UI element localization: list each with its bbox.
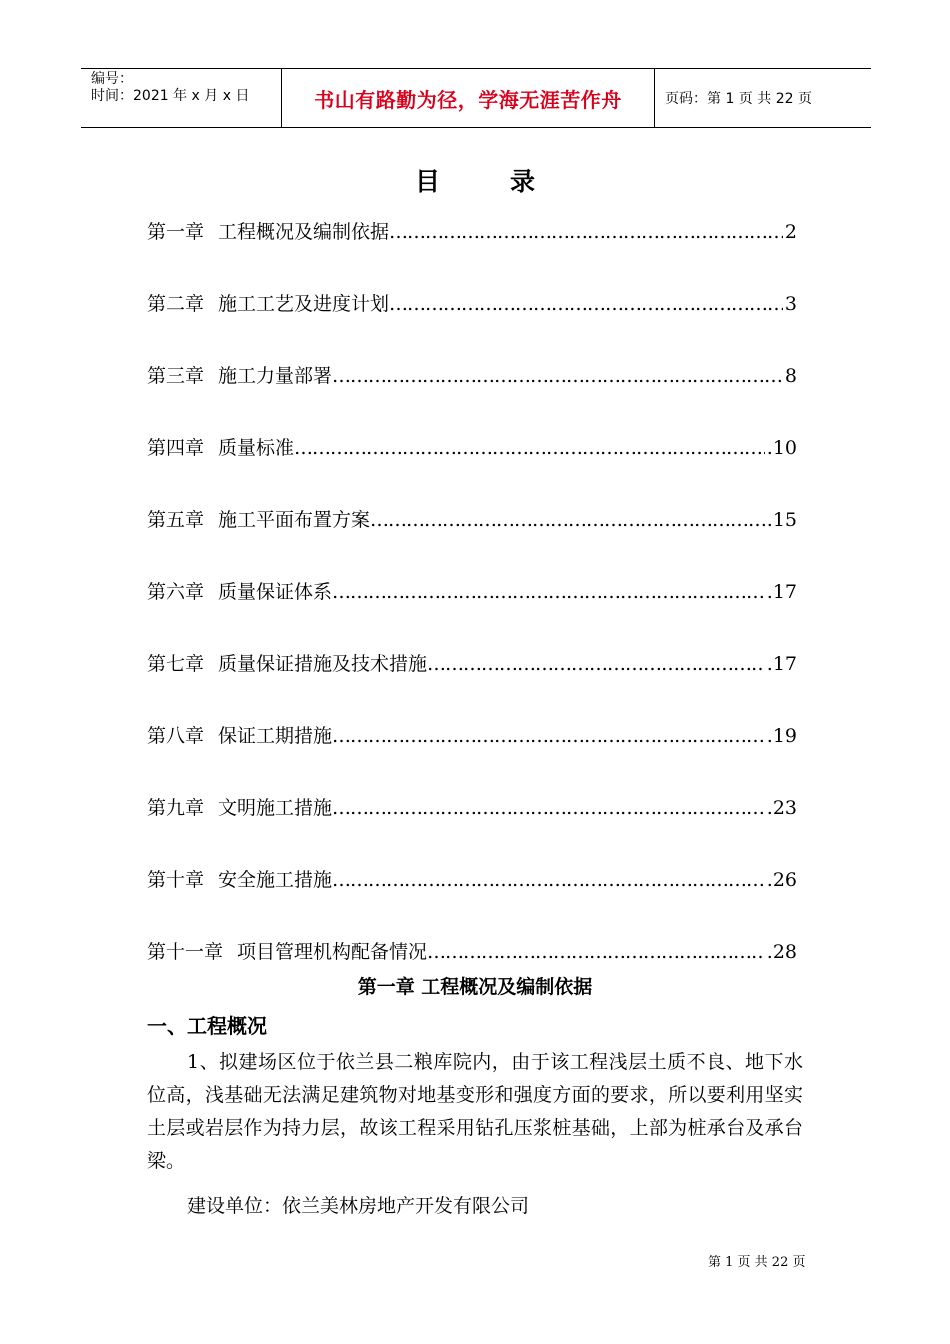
toc-leader-dots [389, 220, 783, 244]
toc-page-number: .10 [766, 437, 797, 459]
toc-chapter-number: 第二章 [147, 293, 205, 315]
toc-title [0, 162, 950, 198]
toc-chapter-title: 安全施工措施 [218, 869, 333, 891]
document-number-label: 编号： [91, 71, 133, 87]
body-paragraph: 1、拟建场区位于依兰县二粮库院内，由于该工程浅层土质不良、地下水位高，浅基础无法满足建筑物对地基变形和强度方面的要求，所以要利用坚实土层或岩层作为持力层，故该工程采用钻孔压浆桩基础，上部为桩承台及承台梁。 [147, 1051, 803, 1172]
toc-page-number: 3 [784, 293, 797, 315]
toc-leader-dots [427, 940, 765, 964]
toc-leader-dots [389, 292, 783, 316]
toc-chapter-title: 施工平面布置方案 [218, 509, 371, 531]
document-date: 时间：2021 年 x 月 x 日 [91, 88, 250, 104]
toc-leader-dots [370, 508, 765, 532]
toc-entry[interactable] [147, 356, 797, 388]
toc-leader-dots [294, 436, 765, 460]
toc-page-number: .19 [766, 725, 797, 747]
toc-entry[interactable] [147, 284, 797, 316]
toc-chapter-number: 第四章 [147, 437, 205, 459]
toc-chapter-title: 项目管理机构配备情况 [237, 941, 428, 963]
toc-leader-dots [332, 580, 765, 604]
toc-entry[interactable] [147, 428, 797, 460]
header-page-info: 页码：第 1 页 共 22 页 [665, 91, 812, 107]
toc-leader-dots [332, 796, 765, 820]
header-page-cell [655, 69, 871, 127]
toc-chapter-number: 第七章 [147, 653, 205, 675]
toc-leader-dots [332, 364, 783, 388]
header-motto-cell [282, 69, 655, 127]
toc-title-part1: 目 [414, 167, 440, 196]
header-meta [81, 69, 282, 127]
builder-line: 建设单位：依兰美林房地产开发有限公司 [187, 1195, 530, 1217]
toc-chapter-title: 保证工期措施 [218, 725, 333, 747]
toc-entry[interactable] [147, 788, 797, 820]
toc-entry[interactable] [147, 716, 797, 748]
toc-entry[interactable] [147, 860, 797, 892]
toc-entry[interactable] [147, 500, 797, 532]
toc-chapter-title: 文明施工措施 [218, 797, 333, 819]
toc-entry[interactable] [147, 572, 797, 604]
toc-entry[interactable] [147, 932, 797, 964]
toc-page-number: .26 [766, 869, 797, 891]
toc-title-part2: 录 [510, 167, 536, 196]
toc-chapter-number: 第九章 [147, 797, 205, 819]
page-footer: 第 1 页 共 22 页 [708, 1255, 806, 1270]
chapter-heading: 第一章 工程概况及编制依据 [357, 976, 593, 998]
toc-chapter-number: 第六章 [147, 581, 205, 603]
toc-chapter-number: 第八章 [147, 725, 205, 747]
toc-chapter-title: 工程概况及编制依据 [218, 221, 390, 243]
toc-page-number: .23 [766, 797, 797, 819]
toc-chapter-number: 第十章 [147, 869, 205, 891]
toc-page-number: .17 [766, 653, 797, 675]
toc-page-number: .17 [766, 581, 797, 603]
toc-leader-dots [332, 868, 765, 892]
header-motto: 书山有路勤为径，学海无涯苦作舟 [314, 87, 622, 112]
toc-page-number: .15 [766, 509, 797, 531]
toc-chapter-number: 第十一章 [147, 941, 224, 963]
toc-chapter-title: 质量保证措施及技术措施 [218, 653, 428, 675]
page-header [81, 68, 871, 128]
toc-entry[interactable] [147, 644, 797, 676]
toc-page-number: 8 [784, 365, 797, 387]
toc-chapter-title: 质量标准 [218, 437, 295, 459]
section-heading: 一、工程概况 [147, 1014, 267, 1038]
toc-entry[interactable] [147, 212, 797, 244]
toc-page-number: 2 [784, 221, 797, 243]
toc-leader-dots [427, 652, 765, 676]
toc-chapter-number: 第五章 [147, 509, 205, 531]
toc-chapter-number: 第一章 [147, 221, 205, 243]
toc-page-number: .28 [766, 941, 797, 963]
toc-chapter-title: 施工工艺及进度计划 [218, 293, 390, 315]
toc-chapter-title: 施工力量部署 [218, 365, 333, 387]
toc-chapter-title: 质量保证体系 [218, 581, 333, 603]
toc-leader-dots [332, 724, 765, 748]
toc-chapter-number: 第三章 [147, 365, 205, 387]
